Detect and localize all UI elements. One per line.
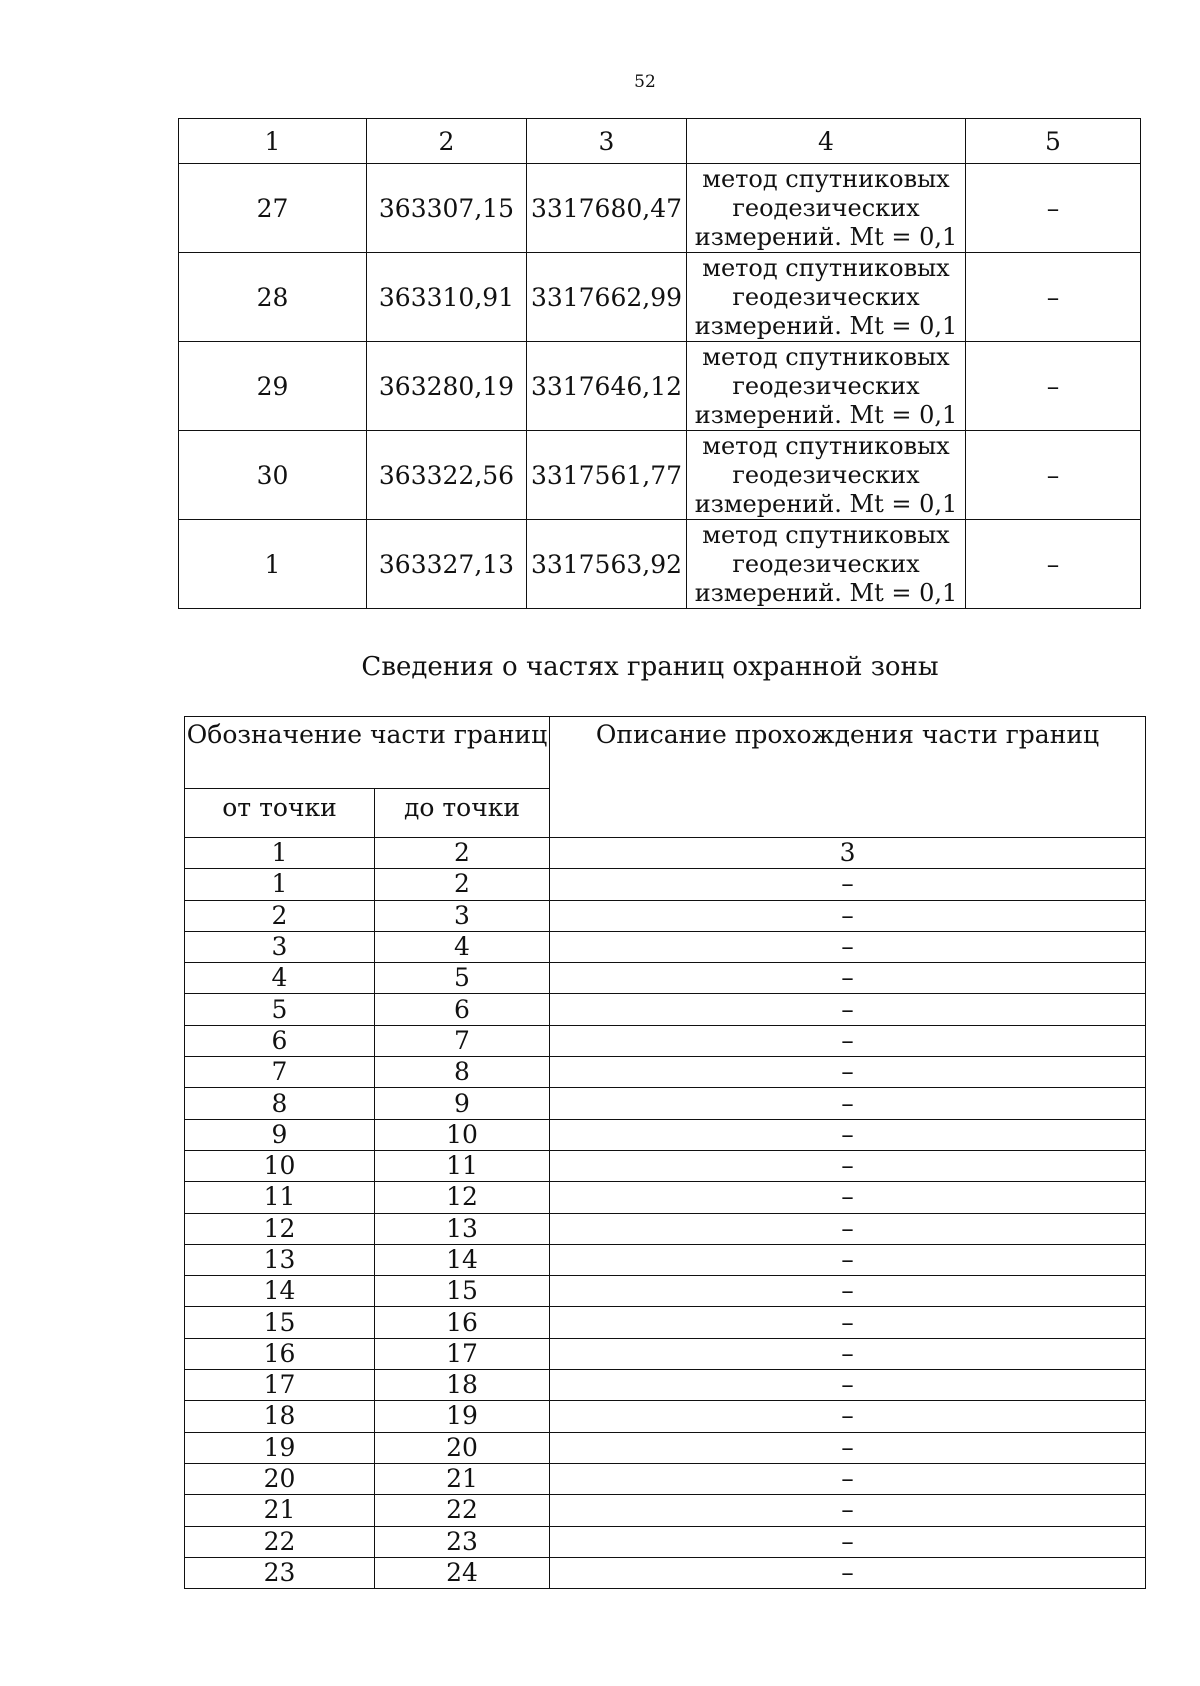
- parts-row: [185, 1244, 1146, 1275]
- to-point-cell: 10: [375, 1119, 550, 1150]
- coordinates-body: [179, 164, 1141, 609]
- y-coordinate-cell: 3317563,92: [527, 520, 687, 609]
- parts-row: [185, 1276, 1146, 1307]
- method-line: метод спутниковых: [702, 253, 950, 282]
- parts-row: [185, 1213, 1146, 1244]
- passage-description-cell: –: [550, 963, 1146, 994]
- parts-row: [185, 1432, 1146, 1463]
- method-cell: [687, 342, 966, 431]
- coordinates-header-row: [179, 119, 1141, 164]
- passage-description-cell: –: [550, 1057, 1146, 1088]
- passage-description-cell: –: [550, 1307, 1146, 1338]
- to-point-cell: 5: [375, 963, 550, 994]
- x-coordinate-cell: 363307,15: [367, 164, 527, 253]
- to-point-cell: 8: [375, 1057, 550, 1088]
- x-coordinate-cell: 363280,19: [367, 342, 527, 431]
- parts-row: [185, 1401, 1146, 1432]
- from-point-cell: 16: [185, 1338, 375, 1369]
- passage-description-cell: –: [550, 1370, 1146, 1401]
- parts-row: [185, 1025, 1146, 1056]
- boundary-parts-table: [184, 716, 1146, 1589]
- description-cell: –: [966, 164, 1141, 253]
- from-point-cell: 18: [185, 1401, 375, 1432]
- description-cell: –: [966, 342, 1141, 431]
- to-point-cell: 6: [375, 994, 550, 1025]
- to-point-cell: 16: [375, 1307, 550, 1338]
- parts-row: [185, 1338, 1146, 1369]
- parts-row: [185, 869, 1146, 900]
- method-line: метод спутниковых: [702, 164, 950, 193]
- point-number-cell: 27: [179, 164, 367, 253]
- parts-row: [185, 1057, 1146, 1088]
- page-number: 52: [634, 72, 656, 92]
- passage-description-cell: –: [550, 994, 1146, 1025]
- header-from-point: от точки: [185, 789, 375, 838]
- passage-description-cell: –: [550, 1150, 1146, 1181]
- column-header: 1: [179, 119, 367, 164]
- passage-description-cell: –: [550, 900, 1146, 931]
- method-line: метод спутниковых: [702, 342, 950, 371]
- passage-description-cell: –: [550, 1432, 1146, 1463]
- parts-row: [185, 1088, 1146, 1119]
- column-header: 2: [367, 119, 527, 164]
- coordinates-row: [179, 520, 1141, 609]
- method-line: измерений. Mt = 0,1: [694, 489, 958, 518]
- to-point-cell: 24: [375, 1557, 550, 1588]
- passage-description-cell: –: [550, 869, 1146, 900]
- y-coordinate-cell: 3317680,47: [527, 164, 687, 253]
- parts-row: [185, 1557, 1146, 1588]
- x-coordinate-cell: 363322,56: [367, 431, 527, 520]
- passage-description-cell: –: [550, 1401, 1146, 1432]
- method-line: метод спутниковых: [702, 520, 950, 549]
- to-point-cell: 17: [375, 1338, 550, 1369]
- parts-row: [185, 1182, 1146, 1213]
- from-point-cell: 8: [185, 1088, 375, 1119]
- parts-row: [185, 1463, 1146, 1494]
- point-number-cell: 28: [179, 253, 367, 342]
- header-to-point: до точки: [375, 789, 550, 838]
- coordinates-row: [179, 253, 1141, 342]
- method-cell: [687, 253, 966, 342]
- method-line: измерений. Mt = 0,1: [694, 578, 958, 607]
- to-point-cell: 22: [375, 1495, 550, 1526]
- from-point-cell: 13: [185, 1244, 375, 1275]
- from-point-cell: 3: [185, 931, 375, 962]
- method-line: геодезических: [732, 371, 920, 400]
- method-line: геодезических: [732, 282, 920, 311]
- from-point-cell: 11: [185, 1182, 375, 1213]
- passage-description-cell: –: [550, 1213, 1146, 1244]
- parts-row: [185, 1307, 1146, 1338]
- method-line: геодезических: [732, 460, 920, 489]
- to-point-cell: 21: [375, 1463, 550, 1494]
- passage-description-cell: –: [550, 1557, 1146, 1588]
- coordinates-row: [179, 164, 1141, 253]
- method-line: метод спутниковых: [702, 431, 950, 460]
- to-point-cell: 20: [375, 1432, 550, 1463]
- y-coordinate-cell: 3317662,99: [527, 253, 687, 342]
- header-description: Описание прохождения части границ: [550, 717, 1146, 838]
- passage-description-cell: –: [550, 1025, 1146, 1056]
- parts-header-row: [185, 717, 1146, 789]
- from-point-cell: 23: [185, 1557, 375, 1588]
- from-point-cell: 5: [185, 994, 375, 1025]
- to-point-cell: 3: [375, 900, 550, 931]
- from-point-cell: 9: [185, 1119, 375, 1150]
- method-line: измерений. Mt = 0,1: [694, 311, 958, 340]
- to-point-cell: 15: [375, 1276, 550, 1307]
- from-point-cell: 4: [185, 963, 375, 994]
- description-cell: –: [966, 520, 1141, 609]
- from-point-cell: 15: [185, 1307, 375, 1338]
- passage-description-cell: –: [550, 1338, 1146, 1369]
- parts-row: [185, 900, 1146, 931]
- column-header: 3: [527, 119, 687, 164]
- method-line: измерений. Mt = 0,1: [694, 222, 958, 251]
- from-point-cell: 21: [185, 1495, 375, 1526]
- parts-row: [185, 1526, 1146, 1557]
- from-point-cell: 6: [185, 1025, 375, 1056]
- column-header: 5: [966, 119, 1141, 164]
- passage-description-cell: –: [550, 1463, 1146, 1494]
- to-point-cell: 23: [375, 1526, 550, 1557]
- method-cell: [687, 164, 966, 253]
- point-number-cell: 29: [179, 342, 367, 431]
- coordinates-row: [179, 342, 1141, 431]
- coordinates-row: [179, 431, 1141, 520]
- from-point-cell: 2: [185, 900, 375, 931]
- parts-row: [185, 1495, 1146, 1526]
- method-cell: [687, 520, 966, 609]
- section-title: Сведения о частях границ охранной зоны: [361, 652, 939, 682]
- to-point-cell: 2: [375, 869, 550, 900]
- passage-description-cell: –: [550, 1495, 1146, 1526]
- point-number-cell: 1: [179, 520, 367, 609]
- parts-index-row: [185, 838, 1146, 869]
- from-point-cell: 14: [185, 1276, 375, 1307]
- to-point-cell: 18: [375, 1370, 550, 1401]
- from-point-cell: 17: [185, 1370, 375, 1401]
- from-point-cell: 12: [185, 1213, 375, 1244]
- parts-body: [185, 838, 1146, 1589]
- x-coordinate-cell: 363310,91: [367, 253, 527, 342]
- point-number-cell: 30: [179, 431, 367, 520]
- parts-row: [185, 963, 1146, 994]
- passage-description-cell: –: [550, 1244, 1146, 1275]
- parts-row: [185, 1150, 1146, 1181]
- from-point-cell: 20: [185, 1463, 375, 1494]
- index-cell: 2: [375, 838, 550, 869]
- to-point-cell: 12: [375, 1182, 550, 1213]
- from-point-cell: 19: [185, 1432, 375, 1463]
- to-point-cell: 9: [375, 1088, 550, 1119]
- method-line: геодезических: [732, 193, 920, 222]
- method-line: измерений. Mt = 0,1: [694, 400, 958, 429]
- header-designation: Обозначение части границ: [185, 717, 550, 789]
- from-point-cell: 10: [185, 1150, 375, 1181]
- index-cell: 1: [185, 838, 375, 869]
- passage-description-cell: –: [550, 1276, 1146, 1307]
- passage-description-cell: –: [550, 1119, 1146, 1150]
- to-point-cell: 4: [375, 931, 550, 962]
- parts-row: [185, 1370, 1146, 1401]
- to-point-cell: 14: [375, 1244, 550, 1275]
- parts-row: [185, 1119, 1146, 1150]
- description-cell: –: [966, 431, 1141, 520]
- passage-description-cell: –: [550, 1526, 1146, 1557]
- to-point-cell: 11: [375, 1150, 550, 1181]
- passage-description-cell: –: [550, 1182, 1146, 1213]
- from-point-cell: 1: [185, 869, 375, 900]
- from-point-cell: 22: [185, 1526, 375, 1557]
- from-point-cell: 7: [185, 1057, 375, 1088]
- y-coordinate-cell: 3317646,12: [527, 342, 687, 431]
- parts-row: [185, 994, 1146, 1025]
- method-cell: [687, 431, 966, 520]
- passage-description-cell: –: [550, 1088, 1146, 1119]
- parts-row: [185, 931, 1146, 962]
- to-point-cell: 7: [375, 1025, 550, 1056]
- x-coordinate-cell: 363327,13: [367, 520, 527, 609]
- column-header: 4: [687, 119, 966, 164]
- coordinates-table: [178, 118, 1141, 609]
- to-point-cell: 19: [375, 1401, 550, 1432]
- passage-description-cell: –: [550, 931, 1146, 962]
- description-cell: –: [966, 253, 1141, 342]
- index-cell: 3: [550, 838, 1146, 869]
- method-line: геодезических: [732, 549, 920, 578]
- to-point-cell: 13: [375, 1213, 550, 1244]
- y-coordinate-cell: 3317561,77: [527, 431, 687, 520]
